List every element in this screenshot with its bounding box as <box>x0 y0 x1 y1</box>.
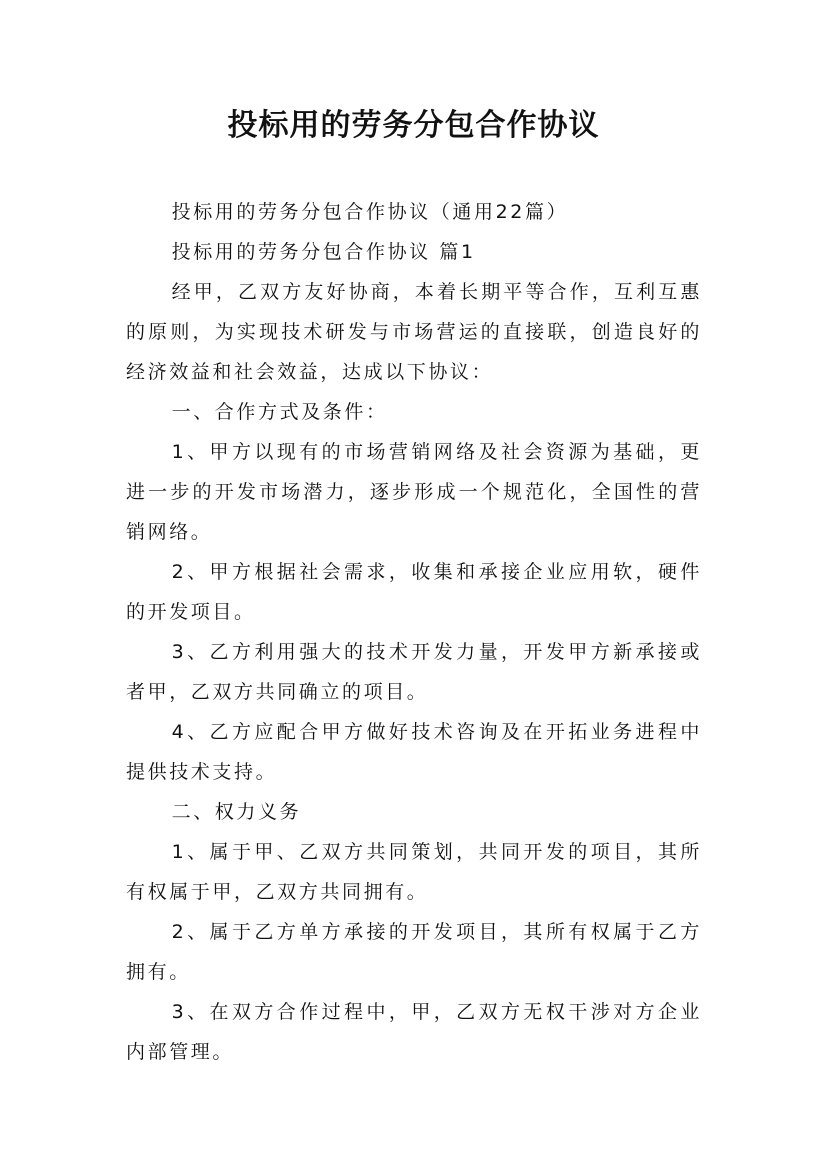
document-body <box>126 192 702 1072</box>
paragraph-clause-2-1: 1、属于甲、乙双方共同策划，共同开发的项目，其所有权属于甲，乙双方共同拥有。 <box>126 841 702 903</box>
paragraph-heading-rights: 二、权力义务 <box>171 801 302 823</box>
paragraph-clause-1-1: 1、甲方以现有的市场营销网络及社会资源为基础，更进一步的开发市场潜力，逐步形成一个规范化，全国性的营销网络。 <box>126 441 702 543</box>
paragraph-heading-cooperation: 一、合作方式及条件： <box>171 401 388 423</box>
paragraph-subtitle: 投标用的劳务分包合作协议（通用22篇） <box>171 201 569 223</box>
paragraph-section-heading: 投标用的劳务分包合作协议 篇1 <box>171 241 476 263</box>
paragraph-clause-2-2: 2、属于乙方单方承接的开发项目，其所有权属于乙方拥有。 <box>126 921 702 983</box>
paragraph-clause-2-3: 3、在双方合作过程中，甲，乙双方无权干涉对方企业内部管理。 <box>126 1001 702 1063</box>
paragraph-intro: 经甲，乙双方友好协商，本着长期平等合作，互利互惠的原则，为实现技术研发与市场营运的直接联，创造良好的经济效益和社会效益，达成以下协议： <box>126 281 702 383</box>
document-title: 投标用的劳务分包合作协议 <box>227 108 600 143</box>
paragraph-clause-1-4: 4、乙方应配合甲方做好技术咨询及在开拓业务进程中提供技术支持。 <box>126 721 702 783</box>
paragraph-clause-1-3: 3、乙方利用强大的技术开发力量，开发甲方新承接或者甲，乙双方共同确立的项目。 <box>126 641 702 703</box>
paragraph-clause-1-2: 2、甲方根据社会需求，收集和承接企业应用软，硬件的开发项目。 <box>126 561 702 623</box>
